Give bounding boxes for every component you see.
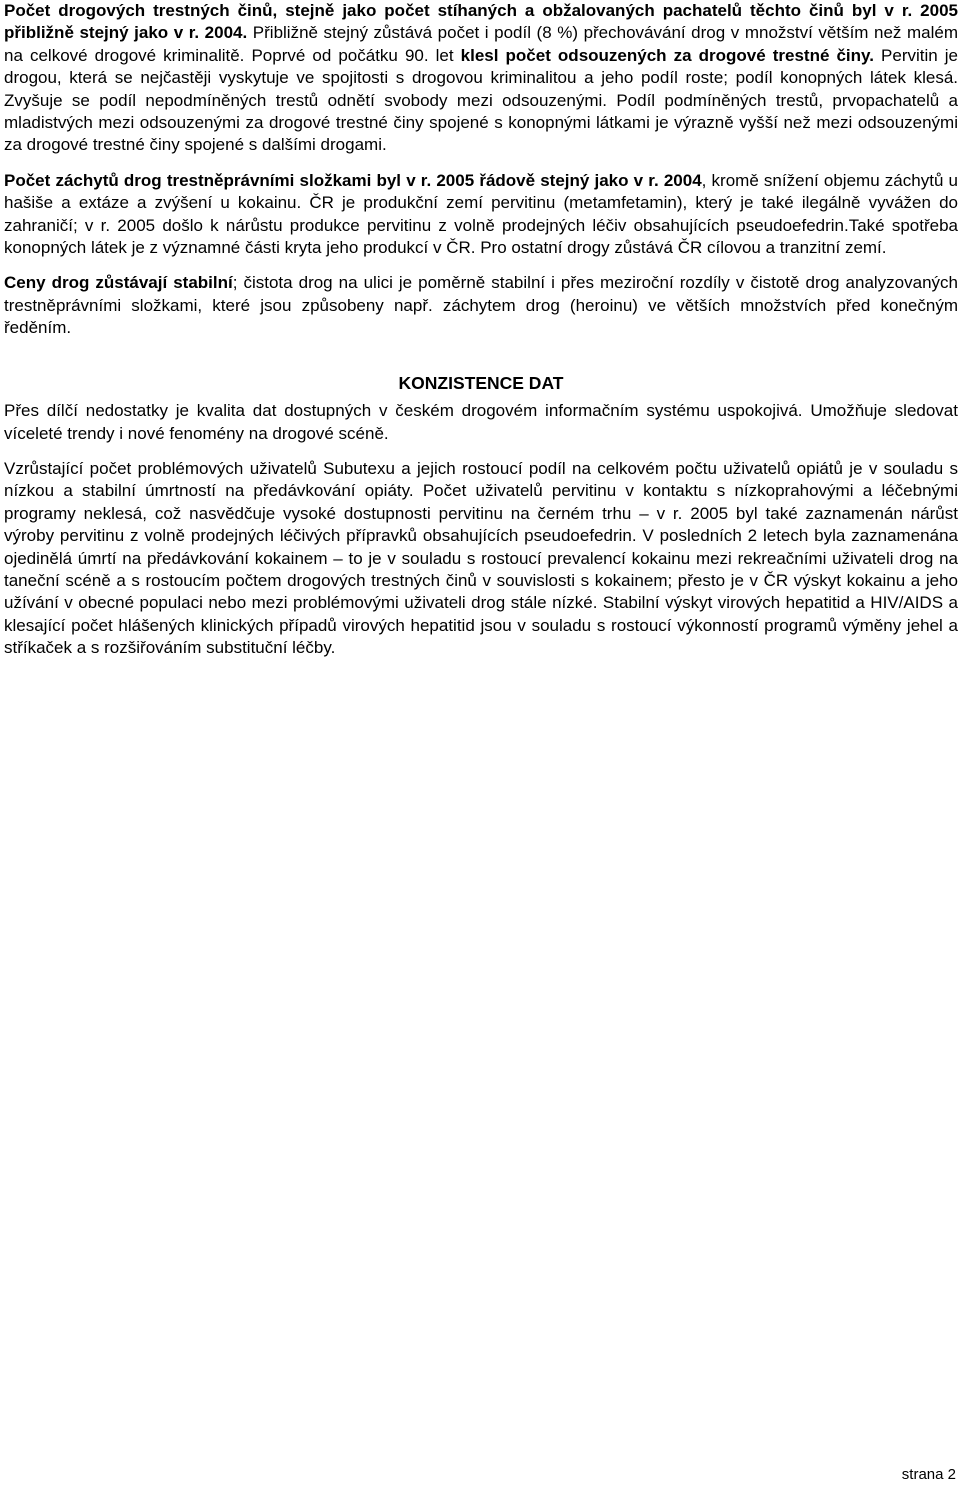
- paragraph-text: , kromě snížení objemu záchytů u hašiše a extáze a zvýšení u kokainu. ČR je produkční zemí pervitinu (metamfetamin), který je také ilegálně vyvážen do zahraničí; v r. 2005 došlo k nárůstu produkce pervitinu z volně prodejných léčiv obsahujících pseudoefedrin.Také spotřeba konopných látek je z významné části kryta jeho produkcí v ČR. Pro ostatní drogy zůstává ČR cílovou a tranzitní zemí.: [4, 170, 959, 258]
- paragraph-text: ; čistota drog na ulici je poměrně stabilní i přes meziroční rozdíly v čistotě drog analyzovaných trestněprávními složkami, které jsou způsobeny např. záchytem drog (heroinu) ve větších množstvích před konečným ředěním.: [4, 273, 958, 338]
- bold-text: klesl počet odsouzených za drogové trestné činy.: [460, 45, 874, 65]
- page-number: strana 2: [901, 1466, 956, 1483]
- paragraph-data-quality: Přes dílčí nedostatky je kvalita dat dostupných v českém drogovém informačním systému uspokojivá. Umožňuje sledovat víceleté trendy i nové fenomény na drogové scéně.: [4, 401, 958, 443]
- bold-text: Počet drogových trestných činů, stejně jako počet stíhaných a obžalovaných pachatelů těchto činů byl v r. 2005 přibližně stejný jako v r. 2004.: [4, 1, 958, 43]
- section-heading: KONZISTENCE DAT: [398, 372, 564, 393]
- bold-text: Počet záchytů drog trestněprávními složkami byl v r. 2005 řádově stejný jako v r. 2004: [4, 170, 702, 190]
- paragraph-drug-crime: [4, 0, 958, 157]
- paragraph-seizures: [4, 170, 958, 260]
- document-body: [4, 0, 958, 660]
- paragraph-prices: [4, 272, 958, 339]
- bold-text: Ceny drog zůstávají stabilní: [4, 273, 233, 293]
- paragraph-text: Pervitin je drogou, která se nejčastěji vyskytuje ve spojitosti s drogovou kriminalitou a jeho podíl roste; podíl konopných látek klesá. Zvyšuje se podíl nepodmíněných trestů odnětí svobody mezi odsouzenými. Podíl podmíněných trestů, prvopachatelů a mladistvých mezi odsouzenými za drogové trestné činy spojené s konopnými látkami je výrazně vyšší než mezi odsouzenými za drogové trestné činy spojené s dalšími drogami.: [4, 45, 959, 155]
- paragraph-consistency: Vzrůstající počet problémových uživatelů Subutexu a jejich rostoucí podíl na celkovém počtu uživatelů opiátů je v souladu s nízkou a stabilní úmrtností na předávkování opiáty. Počet uživatelů pervitinu v kontaktu s nízkoprahovými a léčebnými programy neklesá, což nasvědčuje vysoké dostupnosti pervitinu na černém trhu – v r. 2005 byl také zaznamenán nárůst výroby pervitinu z volně prodejných léčivých přípravků obsahujících pseudoefedrin. V posledních 2 letech byla zaznamenána ojedinělá úmrtí na předávkování kokainem – to je v souladu s rostoucí prevalencí kokainu mezi rekreačními uživateli drog na taneční scéně a s rostoucím počtem drogových trestných činů v souvislosti s kokainem; přesto je v ČR výskyt kokainu a jeho užívání v obecné populaci nebo mezi problémovými uživateli drog stále nízké. Stabilní výskyt virových hepatitid a HIV/AIDS a klesající počet hlášených klinických případů virových hepatitid jsou v souladu s rostoucí výkonností programů výměny jehel a stříkaček a s rozšiřováním substituční léčby.: [4, 458, 958, 658]
- paragraph-text: Přibližně stejný zůstává počet i podíl (8 %) přechovávání drog v množství větším než malém na celkové drogové kriminalitě. Poprvé od počátku 90. let: [4, 23, 958, 65]
